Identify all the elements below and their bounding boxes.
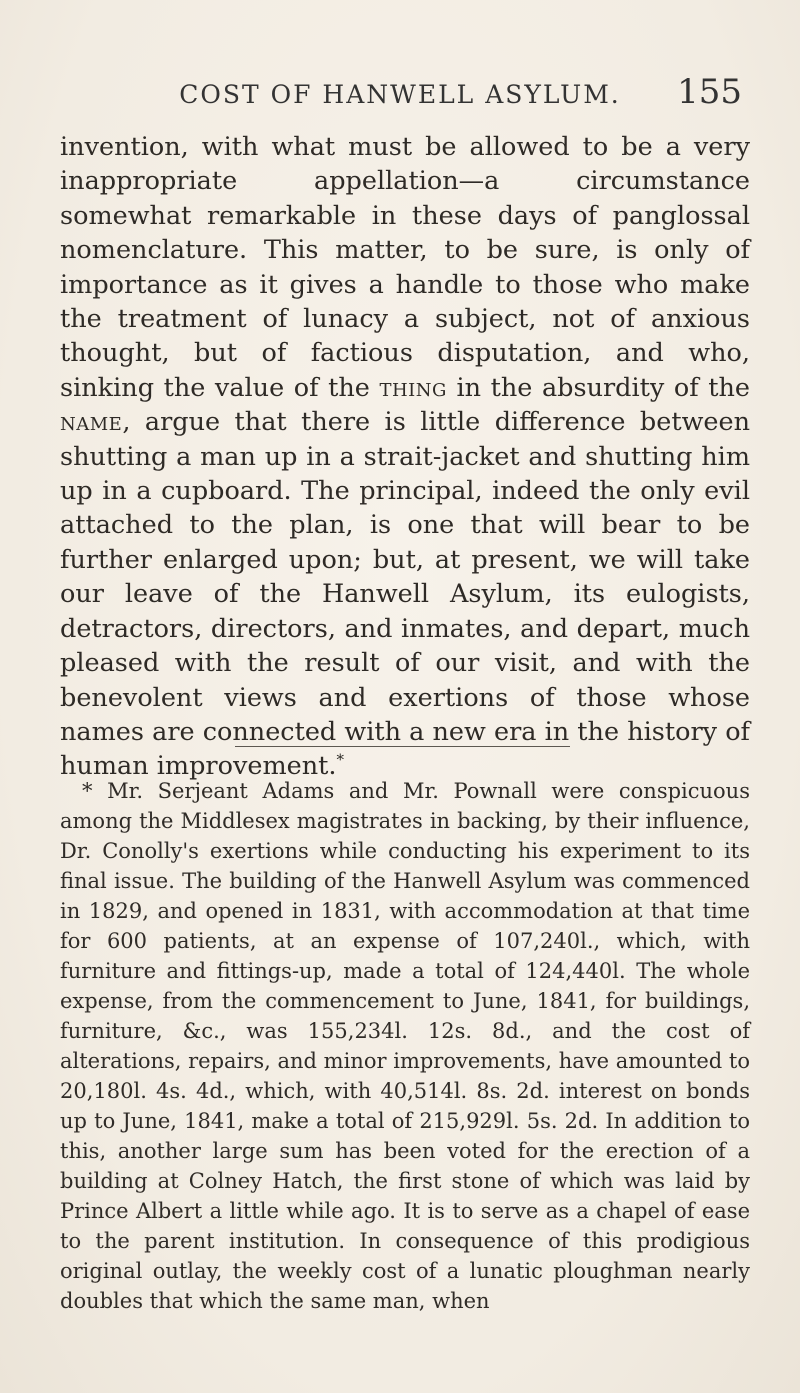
body-text-part-2: in the absurdity of the [446,372,750,403]
small-caps-thing: thing [379,372,447,403]
body-text-part-1: invention, with what must be allowed to be a very inappropriate appellation—a circumstance somewhat remarkable in these days of panglossal nomenclature. This matter, to be sure, is only of importance as it gives a handle to those who make the treatment of lunacy a subject, not of anxious thought, but of factious disputation, and who, sinking the value of the [60,132,750,403]
page-number: 155 [677,72,742,112]
page-header [0,72,800,118]
footnote-reference: * [336,750,345,769]
footnote-divider [235,746,570,747]
body-text-part-3: , argue that there is little difference between shutting a man up in a strait-jacket and shutting him up in a cupboard. The principal, indeed the only evil attached to the plan, is one that will bear to be further enlarged upon; but, at present, we will take our leave of the Hanwell Asylum, its eulogists, detractors, directors, and inmates, and depart, much pleased with the result of our visit, and with the benevolent views and exertions of those whose names are connected with a new era in the history of human improvement. [60,407,750,782]
running-head: COST OF HANWELL ASYLUM. [179,80,621,109]
footnote [60,776,750,1316]
body-paragraph [60,130,750,784]
footnote-text: Mr. Serjeant Adams and Mr. Pownall were conspicuous among the Middlesex magistrates in backing, by their influence, Dr. Conolly's exertions while conducting his experiment to its final issue. The building of the Hanwell Asylum was commenced in 1829, and opened in 1831, with accommodation at that time for 600 patients, at an expense of 107,240l., which, with furniture and fittings-up, made a total of 124,440l. The whole expense, from the commencement to June, 1841, for buildings, furniture, &c., was 155,234l. 12s. 8d., and the cost of alterations, repairs, and minor improvements, have amounted to 20,180l. 4s. 4d., which, with 40,514l. 8s. 2d. interest on bonds up to June, 1841, make a total of 215,929l. 5s. 2d. In addition to this, another large sum has been voted for the erection of a building at Colney Hatch, the first stone of which was laid by Prince Albert a little while ago. It is to serve as a chapel of ease to the parent institution. In consequence of this prodigious original outlay, the weekly cost of a lunatic ploughman nearly doubles that which the same man, when [60,779,750,1313]
small-caps-name: name [60,407,123,438]
footnote-marker: * [82,779,93,803]
